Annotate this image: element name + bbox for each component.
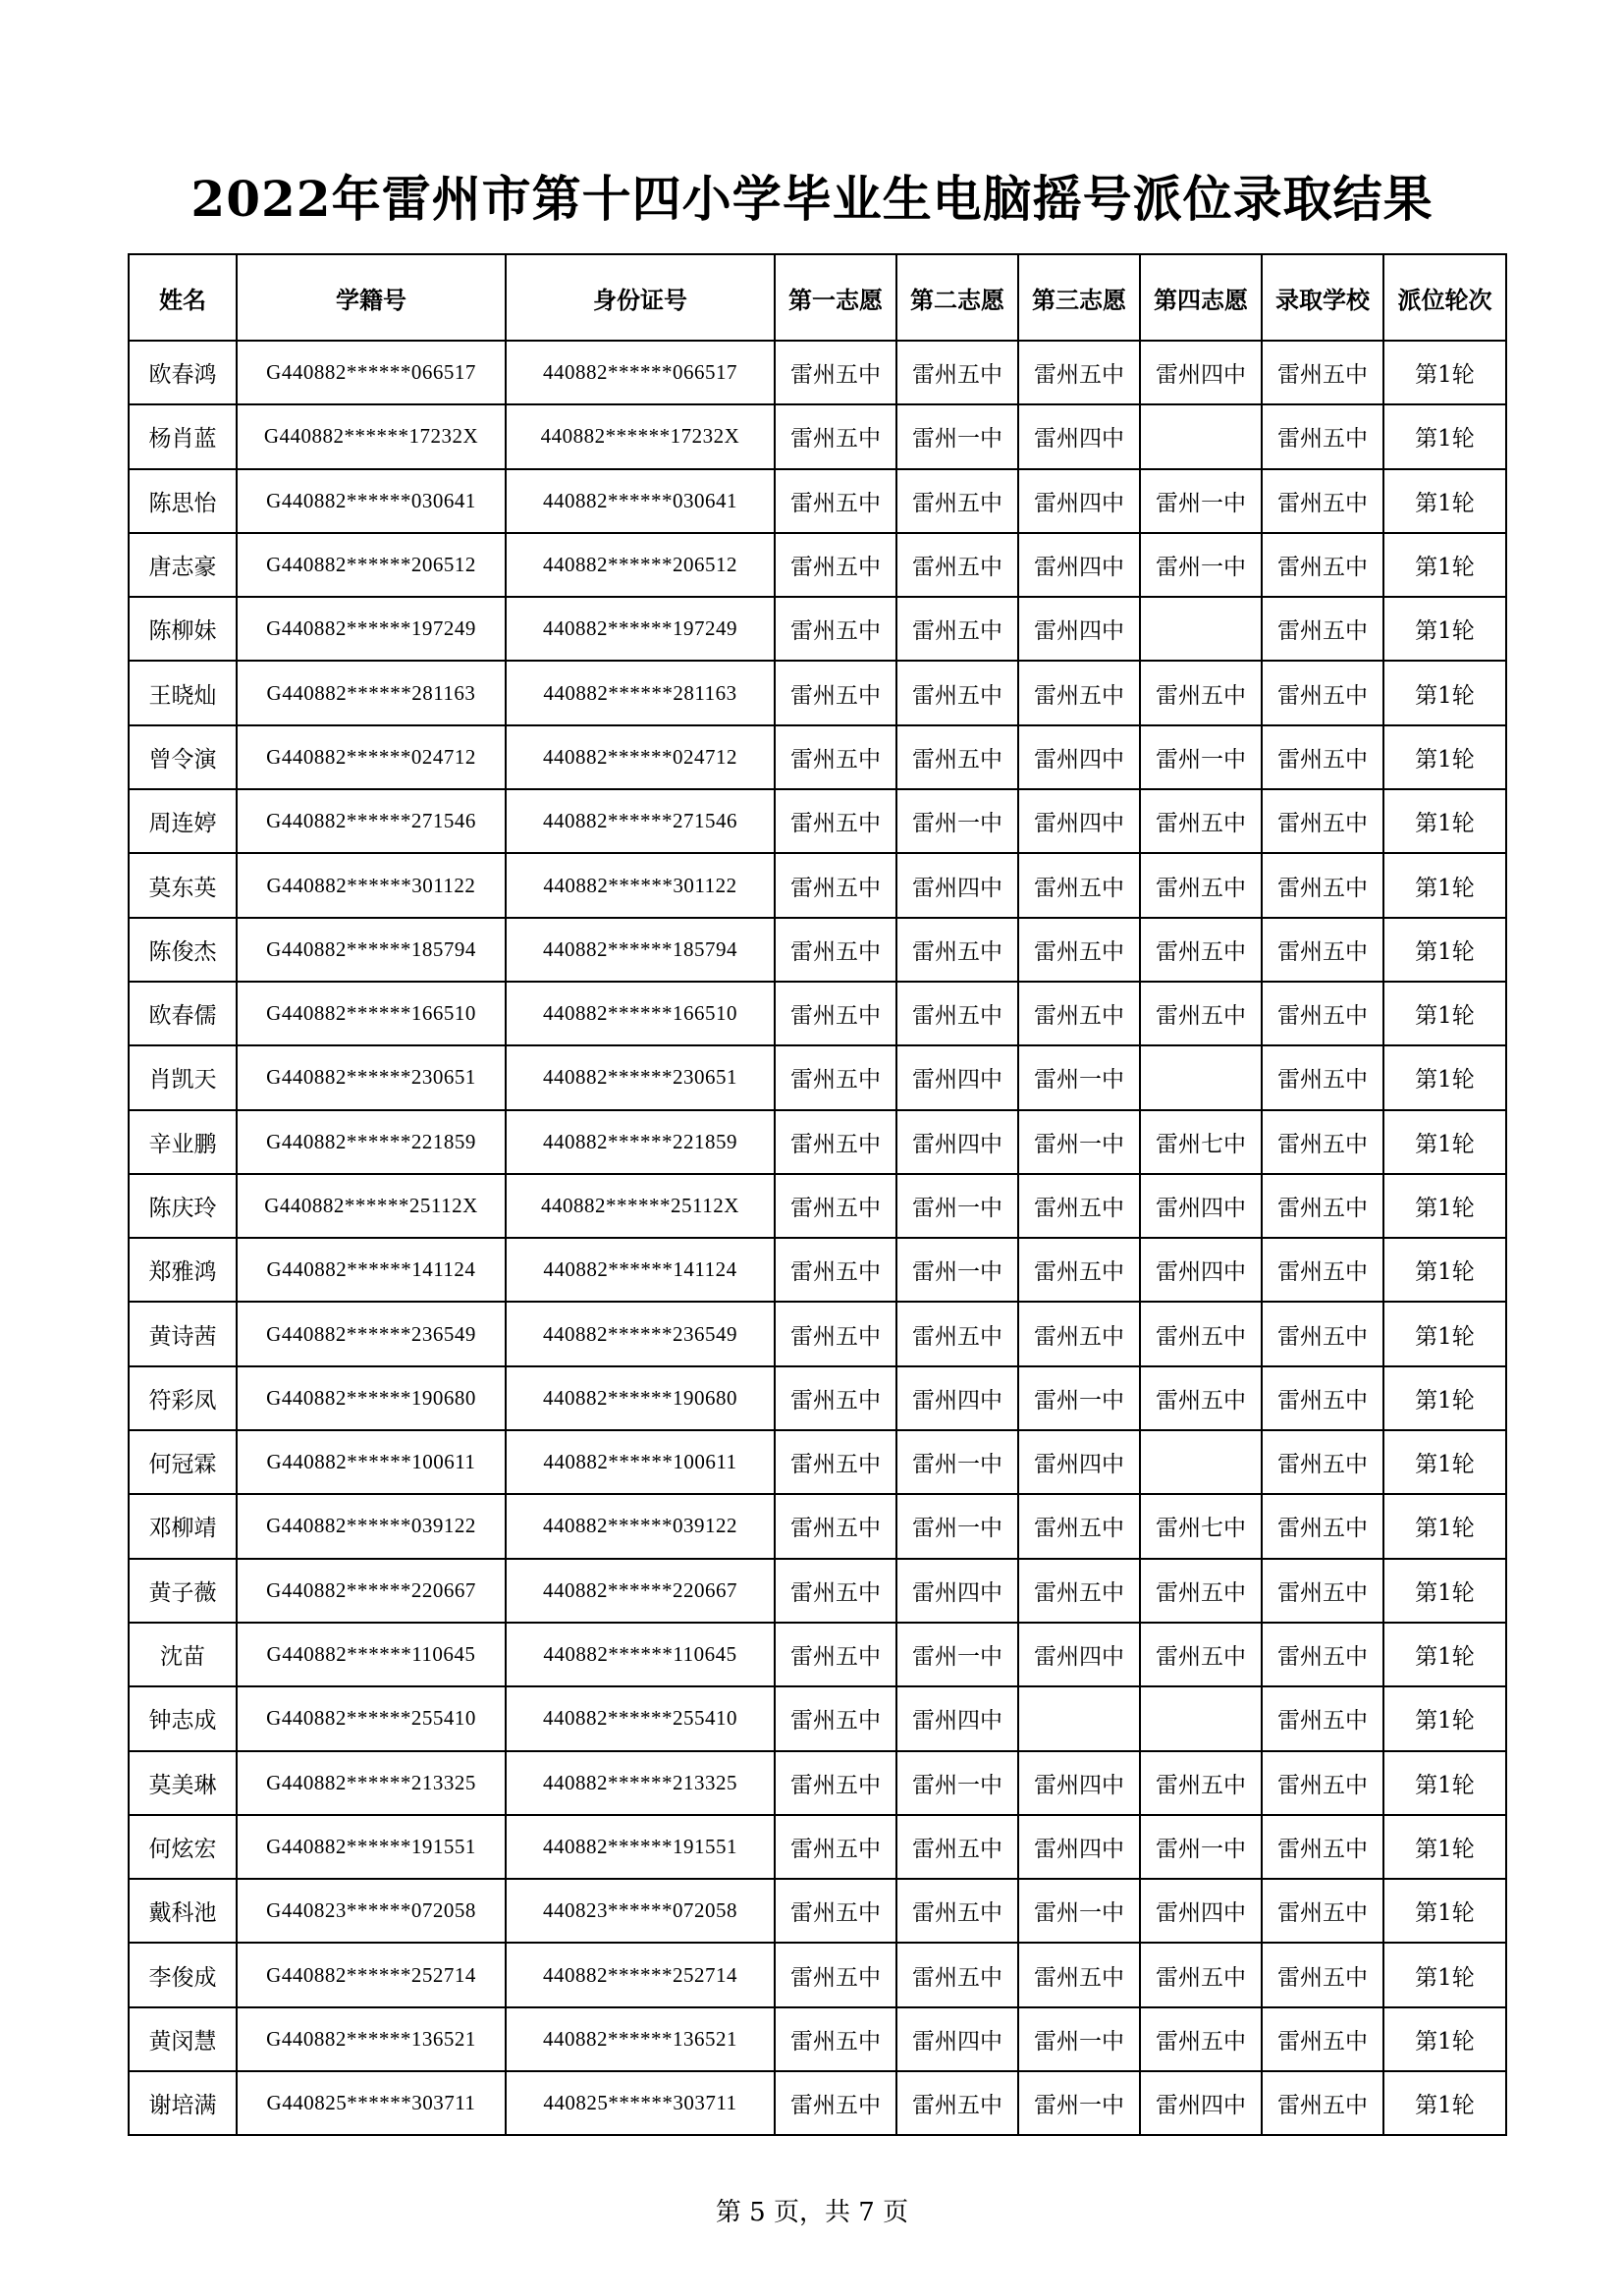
cell-choice-3: 雷州四中	[1018, 1430, 1140, 1494]
table-row	[129, 918, 1506, 982]
page-title: 2022年雷州市第十四小学毕业生电脑摇号派位录取结果	[190, 170, 1434, 228]
cell-admitted-school: 雷州五中	[1262, 725, 1383, 789]
table-row	[129, 1494, 1506, 1558]
cell-id-card: 440882******255410	[506, 1686, 775, 1750]
cell-id-card: 440882******110645	[506, 1623, 775, 1686]
cell-choice-2: 雷州四中	[896, 1110, 1018, 1174]
table-header-row	[129, 254, 1506, 341]
header-choice-1: 第一志愿	[775, 254, 896, 341]
cell-id-card: 440882******271546	[506, 789, 775, 853]
cell-choice-2: 雷州一中	[896, 1174, 1018, 1238]
table-row	[129, 1686, 1506, 1750]
table-row	[129, 597, 1506, 661]
cell-choice-3: 雷州五中	[1018, 1494, 1140, 1558]
cell-choice-3: 雷州四中	[1018, 725, 1140, 789]
cell-admitted-school: 雷州五中	[1262, 597, 1383, 661]
cell-choice-3: 雷州四中	[1018, 1623, 1140, 1686]
cell-id-card: 440882******136521	[506, 2007, 775, 2071]
cell-choice-3: 雷州四中	[1018, 1815, 1140, 1879]
cell-id-card: 440882******206512	[506, 533, 775, 597]
cell-choice-2: 雷州五中	[896, 2071, 1018, 2135]
cell-choice-1: 雷州五中	[775, 2071, 896, 2135]
table-row	[129, 1302, 1506, 1365]
cell-choice-2: 雷州五中	[896, 918, 1018, 982]
cell-name: 邓柳靖	[129, 1494, 237, 1558]
cell-choice-2: 雷州五中	[896, 725, 1018, 789]
table-row	[129, 1943, 1506, 2006]
cell-choice-4	[1140, 1045, 1262, 1109]
header-round: 派位轮次	[1383, 254, 1506, 341]
cell-round: 第1轮	[1383, 1815, 1506, 1879]
cell-choice-3: 雷州一中	[1018, 1045, 1140, 1109]
cell-admitted-school: 雷州五中	[1262, 1494, 1383, 1558]
cell-round: 第1轮	[1383, 1943, 1506, 2006]
cell-student-id: G440882******206512	[237, 533, 506, 597]
cell-student-id: G440882******166510	[237, 982, 506, 1045]
cell-name: 沈苗	[129, 1623, 237, 1686]
cell-choice-2: 雷州五中	[896, 469, 1018, 533]
cell-choice-1: 雷州五中	[775, 1559, 896, 1623]
cell-name: 何炫宏	[129, 1815, 237, 1879]
table-row	[129, 341, 1506, 404]
cell-round: 第1轮	[1383, 661, 1506, 724]
header-choice-2: 第二志愿	[896, 254, 1018, 341]
cell-choice-2: 雷州四中	[896, 1366, 1018, 1430]
cell-choice-2: 雷州四中	[896, 1686, 1018, 1750]
cell-id-card: 440882******024712	[506, 725, 775, 789]
cell-admitted-school: 雷州五中	[1262, 1943, 1383, 2006]
cell-name: 符彩凤	[129, 1366, 237, 1430]
cell-choice-4: 雷州七中	[1140, 1494, 1262, 1558]
cell-name: 莫东英	[129, 853, 237, 917]
cell-id-card: 440882******236549	[506, 1302, 775, 1365]
cell-choice-3: 雷州五中	[1018, 982, 1140, 1045]
cell-choice-4: 雷州七中	[1140, 1110, 1262, 1174]
cell-round: 第1轮	[1383, 982, 1506, 1045]
cell-id-card: 440882******213325	[506, 1751, 775, 1815]
cell-choice-4: 雷州四中	[1140, 341, 1262, 404]
cell-choice-2: 雷州一中	[896, 1238, 1018, 1302]
table-row	[129, 2007, 1506, 2071]
cell-admitted-school: 雷州五中	[1262, 661, 1383, 724]
cell-choice-3: 雷州一中	[1018, 1110, 1140, 1174]
table-row	[129, 1623, 1506, 1686]
cell-round: 第1轮	[1383, 2071, 1506, 2135]
cell-student-id: G440882******039122	[237, 1494, 506, 1558]
cell-admitted-school: 雷州五中	[1262, 1174, 1383, 1238]
cell-admitted-school: 雷州五中	[1262, 1559, 1383, 1623]
cell-round: 第1轮	[1383, 1879, 1506, 1943]
cell-choice-2: 雷州五中	[896, 1879, 1018, 1943]
cell-choice-3: 雷州四中	[1018, 1751, 1140, 1815]
cell-choice-4: 雷州一中	[1140, 725, 1262, 789]
cell-round: 第1轮	[1383, 469, 1506, 533]
table-row	[129, 1559, 1506, 1623]
cell-choice-3: 雷州四中	[1018, 789, 1140, 853]
cell-choice-2: 雷州一中	[896, 789, 1018, 853]
cell-name: 陈庆玲	[129, 1174, 237, 1238]
table-row	[129, 1815, 1506, 1879]
cell-student-id: G440882******271546	[237, 789, 506, 853]
cell-choice-2: 雷州五中	[896, 1302, 1018, 1365]
header-student-id: 学籍号	[237, 254, 506, 341]
cell-choice-1: 雷州五中	[775, 789, 896, 853]
cell-admitted-school: 雷州五中	[1262, 1238, 1383, 1302]
cell-id-card: 440823******072058	[506, 1879, 775, 1943]
cell-choice-2: 雷州五中	[896, 533, 1018, 597]
cell-name: 周连婷	[129, 789, 237, 853]
cell-choice-1: 雷州五中	[775, 853, 896, 917]
cell-choice-1: 雷州五中	[775, 918, 896, 982]
table-row	[129, 469, 1506, 533]
cell-round: 第1轮	[1383, 533, 1506, 597]
cell-choice-1: 雷州五中	[775, 1302, 896, 1365]
cell-name: 谢培满	[129, 2071, 237, 2135]
cell-id-card: 440882******166510	[506, 982, 775, 1045]
cell-student-id: G440882******030641	[237, 469, 506, 533]
header-name: 姓名	[129, 254, 237, 341]
cell-round: 第1轮	[1383, 2007, 1506, 2071]
cell-choice-4: 雷州五中	[1140, 1623, 1262, 1686]
cell-name: 李俊成	[129, 1943, 237, 2006]
cell-id-card: 440882******17232X	[506, 404, 775, 468]
cell-id-card: 440882******191551	[506, 1815, 775, 1879]
table-row	[129, 404, 1506, 468]
cell-choice-3: 雷州五中	[1018, 1238, 1140, 1302]
cell-choice-4: 雷州五中	[1140, 2007, 1262, 2071]
cell-admitted-school: 雷州五中	[1262, 918, 1383, 982]
cell-student-id: G440882******220667	[237, 1559, 506, 1623]
cell-round: 第1轮	[1383, 1494, 1506, 1558]
cell-choice-4: 雷州一中	[1140, 533, 1262, 597]
cell-choice-2: 雷州四中	[896, 1559, 1018, 1623]
cell-choice-1: 雷州五中	[775, 597, 896, 661]
cell-id-card: 440825******303711	[506, 2071, 775, 2135]
table-row	[129, 982, 1506, 1045]
cell-name: 黄诗茜	[129, 1302, 237, 1365]
cell-name: 黄子薇	[129, 1559, 237, 1623]
header-choice-3: 第三志愿	[1018, 254, 1140, 341]
cell-choice-3	[1018, 1686, 1140, 1750]
cell-choice-3: 雷州五中	[1018, 661, 1140, 724]
cell-id-card: 440882******301122	[506, 853, 775, 917]
cell-choice-4: 雷州四中	[1140, 1174, 1262, 1238]
cell-choice-2: 雷州四中	[896, 1045, 1018, 1109]
cell-choice-1: 雷州五中	[775, 1686, 896, 1750]
cell-choice-3: 雷州五中	[1018, 1174, 1140, 1238]
cell-choice-3: 雷州一中	[1018, 1879, 1140, 1943]
cell-choice-3: 雷州五中	[1018, 918, 1140, 982]
cell-choice-4: 雷州五中	[1140, 853, 1262, 917]
cell-choice-3: 雷州五中	[1018, 1943, 1140, 2006]
cell-choice-1: 雷州五中	[775, 2007, 896, 2071]
cell-round: 第1轮	[1383, 1238, 1506, 1302]
cell-choice-2: 雷州一中	[896, 404, 1018, 468]
cell-admitted-school: 雷州五中	[1262, 1366, 1383, 1430]
table-row	[129, 1238, 1506, 1302]
cell-round: 第1轮	[1383, 1686, 1506, 1750]
cell-admitted-school: 雷州五中	[1262, 1879, 1383, 1943]
cell-choice-4: 雷州五中	[1140, 1559, 1262, 1623]
cell-admitted-school: 雷州五中	[1262, 1302, 1383, 1365]
cell-admitted-school: 雷州五中	[1262, 2007, 1383, 2071]
cell-student-id: G440882******236549	[237, 1302, 506, 1365]
cell-choice-3: 雷州五中	[1018, 341, 1140, 404]
cell-admitted-school: 雷州五中	[1262, 1751, 1383, 1815]
header-admitted-school: 录取学校	[1262, 254, 1383, 341]
cell-name: 肖凯天	[129, 1045, 237, 1109]
cell-choice-2: 雷州一中	[896, 1494, 1018, 1558]
cell-choice-4: 雷州一中	[1140, 469, 1262, 533]
cell-choice-3: 雷州四中	[1018, 597, 1140, 661]
table-row	[129, 853, 1506, 917]
cell-student-id: G440882******100611	[237, 1430, 506, 1494]
cell-choice-4: 雷州一中	[1140, 1815, 1262, 1879]
cell-name: 陈俊杰	[129, 918, 237, 982]
cell-round: 第1轮	[1383, 1110, 1506, 1174]
cell-round: 第1轮	[1383, 853, 1506, 917]
table-body	[129, 341, 1506, 2135]
cell-choice-1: 雷州五中	[775, 1623, 896, 1686]
cell-id-card: 440882******185794	[506, 918, 775, 982]
table-row	[129, 1879, 1506, 1943]
cell-round: 第1轮	[1383, 725, 1506, 789]
cell-name: 钟志成	[129, 1686, 237, 1750]
cell-student-id: G440882******25112X	[237, 1174, 506, 1238]
cell-choice-1: 雷州五中	[775, 1238, 896, 1302]
cell-choice-1: 雷州五中	[775, 1943, 896, 2006]
cell-name: 莫美琳	[129, 1751, 237, 1815]
cell-choice-1: 雷州五中	[775, 1430, 896, 1494]
cell-choice-4: 雷州四中	[1140, 1879, 1262, 1943]
cell-student-id: G440882******136521	[237, 2007, 506, 2071]
cell-student-id: G440882******190680	[237, 1366, 506, 1430]
cell-choice-4: 雷州五中	[1140, 1366, 1262, 1430]
cell-choice-4: 雷州五中	[1140, 1302, 1262, 1365]
cell-choice-1: 雷州五中	[775, 1366, 896, 1430]
cell-choice-3: 雷州四中	[1018, 469, 1140, 533]
cell-choice-3: 雷州一中	[1018, 2007, 1140, 2071]
header-choice-4: 第四志愿	[1140, 254, 1262, 341]
cell-choice-3: 雷州四中	[1018, 404, 1140, 468]
cell-id-card: 440882******030641	[506, 469, 775, 533]
cell-choice-2: 雷州五中	[896, 597, 1018, 661]
cell-id-card: 440882******281163	[506, 661, 775, 724]
cell-student-id: G440882******141124	[237, 1238, 506, 1302]
cell-student-id: G440882******213325	[237, 1751, 506, 1815]
cell-choice-4: 雷州五中	[1140, 1751, 1262, 1815]
cell-student-id: G440882******17232X	[237, 404, 506, 468]
cell-student-id: G440882******281163	[237, 661, 506, 724]
cell-round: 第1轮	[1383, 1302, 1506, 1365]
table-row	[129, 1045, 1506, 1109]
cell-id-card: 440882******039122	[506, 1494, 775, 1558]
cell-student-id: G440882******230651	[237, 1045, 506, 1109]
cell-id-card: 440882******190680	[506, 1366, 775, 1430]
cell-name: 王晓灿	[129, 661, 237, 724]
cell-round: 第1轮	[1383, 1045, 1506, 1109]
cell-choice-3: 雷州一中	[1018, 1366, 1140, 1430]
cell-choice-1: 雷州五中	[775, 1879, 896, 1943]
cell-choice-2: 雷州一中	[896, 1430, 1018, 1494]
cell-choice-2: 雷州一中	[896, 1623, 1018, 1686]
cell-admitted-school: 雷州五中	[1262, 1110, 1383, 1174]
cell-choice-3: 雷州五中	[1018, 1302, 1140, 1365]
cell-choice-3: 雷州四中	[1018, 533, 1140, 597]
table-row	[129, 1751, 1506, 1815]
cell-choice-4: 雷州五中	[1140, 982, 1262, 1045]
cell-student-id: G440823******072058	[237, 1879, 506, 1943]
table-row	[129, 533, 1506, 597]
cell-choice-3: 雷州一中	[1018, 2071, 1140, 2135]
cell-name: 何冠霖	[129, 1430, 237, 1494]
table-row	[129, 1430, 1506, 1494]
cell-choice-4	[1140, 1430, 1262, 1494]
page-footer: 第 5 页，共 7 页	[715, 2198, 909, 2227]
cell-choice-4	[1140, 404, 1262, 468]
cell-id-card: 440882******066517	[506, 341, 775, 404]
cell-id-card: 440882******230651	[506, 1045, 775, 1109]
table-row	[129, 661, 1506, 724]
table-row	[129, 725, 1506, 789]
cell-name: 欧春鸿	[129, 341, 237, 404]
cell-name: 郑雅鸿	[129, 1238, 237, 1302]
cell-choice-4	[1140, 597, 1262, 661]
cell-student-id: G440882******110645	[237, 1623, 506, 1686]
cell-name: 陈柳妹	[129, 597, 237, 661]
cell-round: 第1轮	[1383, 1751, 1506, 1815]
cell-student-id: G440882******301122	[237, 853, 506, 917]
cell-choice-1: 雷州五中	[775, 1110, 896, 1174]
cell-round: 第1轮	[1383, 1366, 1506, 1430]
cell-admitted-school: 雷州五中	[1262, 404, 1383, 468]
cell-admitted-school: 雷州五中	[1262, 469, 1383, 533]
cell-id-card: 440882******197249	[506, 597, 775, 661]
cell-choice-1: 雷州五中	[775, 661, 896, 724]
cell-name: 欧春儒	[129, 982, 237, 1045]
cell-choice-4	[1140, 1686, 1262, 1750]
table-row	[129, 2071, 1506, 2135]
cell-choice-1: 雷州五中	[775, 1751, 896, 1815]
cell-name: 黄闵慧	[129, 2007, 237, 2071]
cell-round: 第1轮	[1383, 1559, 1506, 1623]
cell-choice-2: 雷州五中	[896, 1815, 1018, 1879]
cell-choice-2: 雷州五中	[896, 341, 1018, 404]
cell-student-id: G440882******255410	[237, 1686, 506, 1750]
cell-round: 第1轮	[1383, 1623, 1506, 1686]
cell-round: 第1轮	[1383, 1430, 1506, 1494]
cell-round: 第1轮	[1383, 789, 1506, 853]
cell-id-card: 440882******25112X	[506, 1174, 775, 1238]
cell-choice-4: 雷州五中	[1140, 1943, 1262, 2006]
cell-round: 第1轮	[1383, 918, 1506, 982]
cell-choice-2: 雷州一中	[896, 1751, 1018, 1815]
cell-choice-2: 雷州四中	[896, 2007, 1018, 2071]
cell-choice-4: 雷州五中	[1140, 918, 1262, 982]
table-row	[129, 789, 1506, 853]
cell-choice-1: 雷州五中	[775, 1494, 896, 1558]
cell-round: 第1轮	[1383, 597, 1506, 661]
cell-choice-4: 雷州五中	[1140, 661, 1262, 724]
cell-admitted-school: 雷州五中	[1262, 1045, 1383, 1109]
cell-admitted-school: 雷州五中	[1262, 853, 1383, 917]
cell-choice-1: 雷州五中	[775, 341, 896, 404]
cell-choice-2: 雷州五中	[896, 982, 1018, 1045]
cell-id-card: 440882******100611	[506, 1430, 775, 1494]
cell-round: 第1轮	[1383, 1174, 1506, 1238]
cell-student-id: G440882******185794	[237, 918, 506, 982]
cell-choice-3: 雷州五中	[1018, 853, 1140, 917]
cell-admitted-school: 雷州五中	[1262, 982, 1383, 1045]
cell-student-id: G440882******221859	[237, 1110, 506, 1174]
cell-admitted-school: 雷州五中	[1262, 1815, 1383, 1879]
table-row	[129, 1174, 1506, 1238]
cell-choice-4: 雷州四中	[1140, 2071, 1262, 2135]
cell-round: 第1轮	[1383, 404, 1506, 468]
cell-choice-1: 雷州五中	[775, 533, 896, 597]
cell-choice-4: 雷州四中	[1140, 1238, 1262, 1302]
cell-student-id: G440882******197249	[237, 597, 506, 661]
cell-choice-1: 雷州五中	[775, 1174, 896, 1238]
cell-choice-1: 雷州五中	[775, 1045, 896, 1109]
cell-name: 戴科池	[129, 1879, 237, 1943]
cell-choice-1: 雷州五中	[775, 404, 896, 468]
cell-choice-4: 雷州五中	[1140, 789, 1262, 853]
cell-choice-2: 雷州四中	[896, 853, 1018, 917]
cell-choice-2: 雷州五中	[896, 1943, 1018, 2006]
cell-choice-1: 雷州五中	[775, 725, 896, 789]
cell-student-id: G440882******066517	[237, 341, 506, 404]
cell-choice-3: 雷州五中	[1018, 1559, 1140, 1623]
cell-admitted-school: 雷州五中	[1262, 1686, 1383, 1750]
cell-admitted-school: 雷州五中	[1262, 789, 1383, 853]
cell-admitted-school: 雷州五中	[1262, 1430, 1383, 1494]
cell-admitted-school: 雷州五中	[1262, 2071, 1383, 2135]
cell-name: 曾令演	[129, 725, 237, 789]
header-id-card: 身份证号	[506, 254, 775, 341]
cell-admitted-school: 雷州五中	[1262, 341, 1383, 404]
cell-choice-2: 雷州五中	[896, 661, 1018, 724]
table-row	[129, 1366, 1506, 1430]
cell-name: 陈思怡	[129, 469, 237, 533]
cell-id-card: 440882******141124	[506, 1238, 775, 1302]
results-table	[128, 253, 1507, 2136]
cell-name: 杨肖蓝	[129, 404, 237, 468]
cell-choice-1: 雷州五中	[775, 982, 896, 1045]
cell-student-id: G440882******191551	[237, 1815, 506, 1879]
cell-name: 辛业鹏	[129, 1110, 237, 1174]
cell-admitted-school: 雷州五中	[1262, 533, 1383, 597]
cell-admitted-school: 雷州五中	[1262, 1623, 1383, 1686]
cell-choice-1: 雷州五中	[775, 1815, 896, 1879]
cell-name: 唐志豪	[129, 533, 237, 597]
cell-round: 第1轮	[1383, 341, 1506, 404]
cell-id-card: 440882******252714	[506, 1943, 775, 2006]
cell-student-id: G440882******024712	[237, 725, 506, 789]
cell-id-card: 440882******220667	[506, 1559, 775, 1623]
cell-id-card: 440882******221859	[506, 1110, 775, 1174]
cell-student-id: G440825******303711	[237, 2071, 506, 2135]
cell-choice-1: 雷州五中	[775, 469, 896, 533]
table-row	[129, 1110, 1506, 1174]
cell-student-id: G440882******252714	[237, 1943, 506, 2006]
